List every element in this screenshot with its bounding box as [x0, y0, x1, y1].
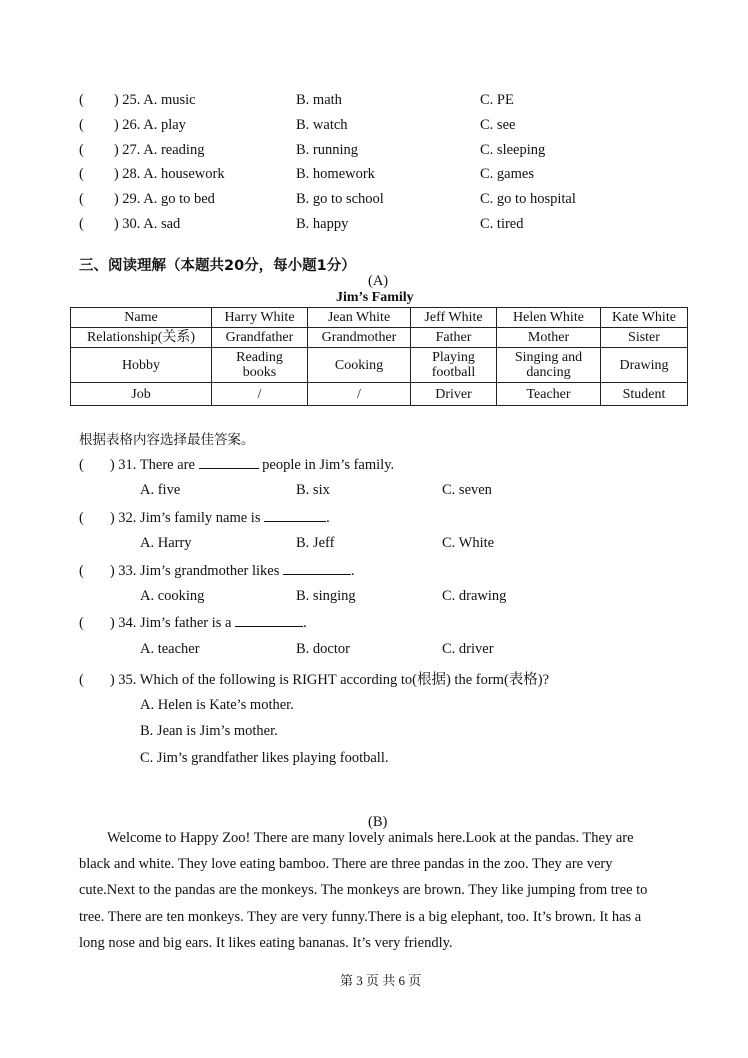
- question-stem: ) 35. Which of the following is RIGHT according to(根据) the form(表格)?: [109, 672, 550, 688]
- page-footer: 第 3 页 共 6 页: [340, 973, 422, 988]
- option-c: C. games: [480, 166, 534, 182]
- option-b: B. Jeff: [296, 535, 335, 551]
- option-b: B. Jean is Jim’s mother.: [140, 723, 278, 739]
- table-cell: Grandfather: [212, 328, 308, 348]
- option-c: C. PE: [480, 92, 514, 108]
- option-b: B. singing: [296, 588, 356, 604]
- table-cell: /: [212, 383, 308, 406]
- table-cell: /: [308, 383, 411, 406]
- option-b: B. doctor: [296, 641, 350, 657]
- question-tail: people in Jim’s family.: [262, 457, 395, 473]
- question-tail: .: [303, 615, 307, 631]
- question-stem: ) 32. Jim’s family name is: [109, 510, 261, 526]
- paren-open: (: [79, 510, 84, 526]
- table-row: [71, 383, 688, 406]
- mc-item-30: [79, 216, 180, 233]
- passage-line: tree. There are ten monkeys. They are very funny.There is a big elephant, too. It’s brown. It has a: [79, 909, 642, 925]
- table-row: [71, 328, 688, 348]
- table-title: Jim’s Family: [336, 290, 414, 305]
- table-cell: Grandmother: [308, 328, 411, 348]
- option-a: A. Harry: [140, 535, 192, 551]
- question-stem: ) 34. Jim’s father is a: [109, 615, 232, 631]
- table-cell: Teacher: [497, 383, 601, 406]
- answer-blank[interactable]: [283, 562, 351, 575]
- option-c: C. sleeping: [480, 142, 546, 158]
- passage-line: long nose and big ears. It likes eating bananas. It’s very friendly.: [79, 935, 453, 951]
- answer-blank[interactable]: [199, 456, 259, 469]
- paren-open: (: [79, 615, 84, 631]
- question-33: [79, 562, 355, 580]
- table-cell: Driver: [411, 383, 497, 406]
- option-c: C. seven: [442, 482, 492, 498]
- table-cell: Harry White: [212, 308, 308, 328]
- paren-open: (: [79, 216, 84, 232]
- paren-open: (: [79, 117, 84, 133]
- option-a: A. teacher: [140, 641, 200, 657]
- question-stem: ) 28. A. housework: [113, 166, 225, 182]
- paren-open: (: [79, 191, 84, 207]
- section-title: 三、阅读理解（本题共20分，每小题1分）: [79, 258, 356, 274]
- option-a: A. Helen is Kate’s mother.: [140, 697, 294, 713]
- paren-open: (: [79, 166, 84, 182]
- answer-blank[interactable]: [235, 614, 303, 627]
- option-b: B. math: [296, 92, 342, 108]
- question-stem: ) 27. A. reading: [113, 142, 205, 158]
- question-35: [79, 668, 549, 689]
- table-cell: Drawing: [601, 348, 688, 383]
- option-c: C. tired: [480, 216, 524, 232]
- passage-line: Welcome to Happy Zoo! There are many lovely animals here.Look at the pandas. They are: [107, 830, 634, 846]
- table-cell: Mother: [497, 328, 601, 348]
- answer-blank[interactable]: [264, 509, 326, 522]
- table-cell: Cooking: [308, 348, 411, 383]
- table-cell: Reading books: [212, 348, 308, 383]
- instruction: 根据表格内容选择最佳答案。: [79, 432, 255, 448]
- table-cell: Jeff White: [411, 308, 497, 328]
- option-a: A. cooking: [140, 588, 205, 604]
- option-c: C. see: [480, 117, 516, 133]
- table-cell: Playing football: [411, 348, 497, 383]
- paren-open: (: [79, 563, 84, 579]
- table-cell: Sister: [601, 328, 688, 348]
- table-cell: Hobby: [71, 348, 212, 383]
- option-b: B. six: [296, 482, 330, 498]
- paren-open: (: [79, 142, 84, 158]
- mc-item-27: [79, 142, 204, 159]
- passage-line: black and white. They love eating bamboo. There are three pandas in the zoo. They are very: [79, 856, 613, 872]
- paren-open: (: [79, 457, 84, 473]
- table-cell: Job: [71, 383, 212, 406]
- option-b: B. go to school: [296, 191, 384, 207]
- option-c: C. White: [442, 535, 495, 551]
- paren-open: (: [79, 92, 84, 108]
- question-stem: ) 26. A. play: [113, 117, 186, 133]
- option-c: C. Jim’s grandfather likes playing football.: [140, 750, 389, 766]
- mc-item-29: [79, 191, 215, 208]
- mc-item-28: [79, 166, 225, 183]
- table-row: [71, 308, 688, 328]
- table-cell: Helen White: [497, 308, 601, 328]
- option-c: C. go to hospital: [480, 191, 576, 207]
- passage-line: cute.Next to the pandas are the monkeys. The monkeys are brown. They like jumping from tree to: [79, 882, 648, 898]
- question-34: [79, 614, 307, 632]
- option-b: B. homework: [296, 166, 375, 182]
- question-tail: .: [351, 563, 355, 579]
- question-32: [79, 509, 330, 527]
- option-b: B. happy: [296, 216, 349, 232]
- part-b-label: (B): [368, 814, 388, 830]
- mc-item-25: [79, 92, 196, 109]
- option-c: C. drawing: [442, 588, 507, 604]
- table-cell: Name: [71, 308, 212, 328]
- question-stem: ) 30. A. sad: [113, 216, 181, 232]
- question-stem: ) 33. Jim’s grandmother likes: [109, 563, 280, 579]
- question-31: [79, 456, 394, 474]
- mc-item-26: [79, 117, 186, 134]
- option-b: B. watch: [296, 117, 348, 133]
- table-cell: Jean White: [308, 308, 411, 328]
- part-a-label: (A): [368, 273, 389, 289]
- table-cell: Kate White: [601, 308, 688, 328]
- option-a: A. five: [140, 482, 181, 498]
- table-cell: Student: [601, 383, 688, 406]
- question-stem: ) 31. There are: [109, 457, 195, 473]
- question-stem: ) 25. A. music: [113, 92, 196, 108]
- option-c: C. driver: [442, 641, 494, 657]
- question-tail: .: [326, 510, 330, 526]
- table-cell: Singing and dancing: [497, 348, 601, 383]
- family-table: [70, 307, 688, 406]
- option-b: B. running: [296, 142, 359, 158]
- table-row: [71, 348, 688, 383]
- table-cell: Father: [411, 328, 497, 348]
- question-stem: ) 29. A. go to bed: [113, 191, 215, 207]
- table-cell: Relationship(关系): [71, 328, 212, 348]
- paren-open: (: [79, 672, 84, 688]
